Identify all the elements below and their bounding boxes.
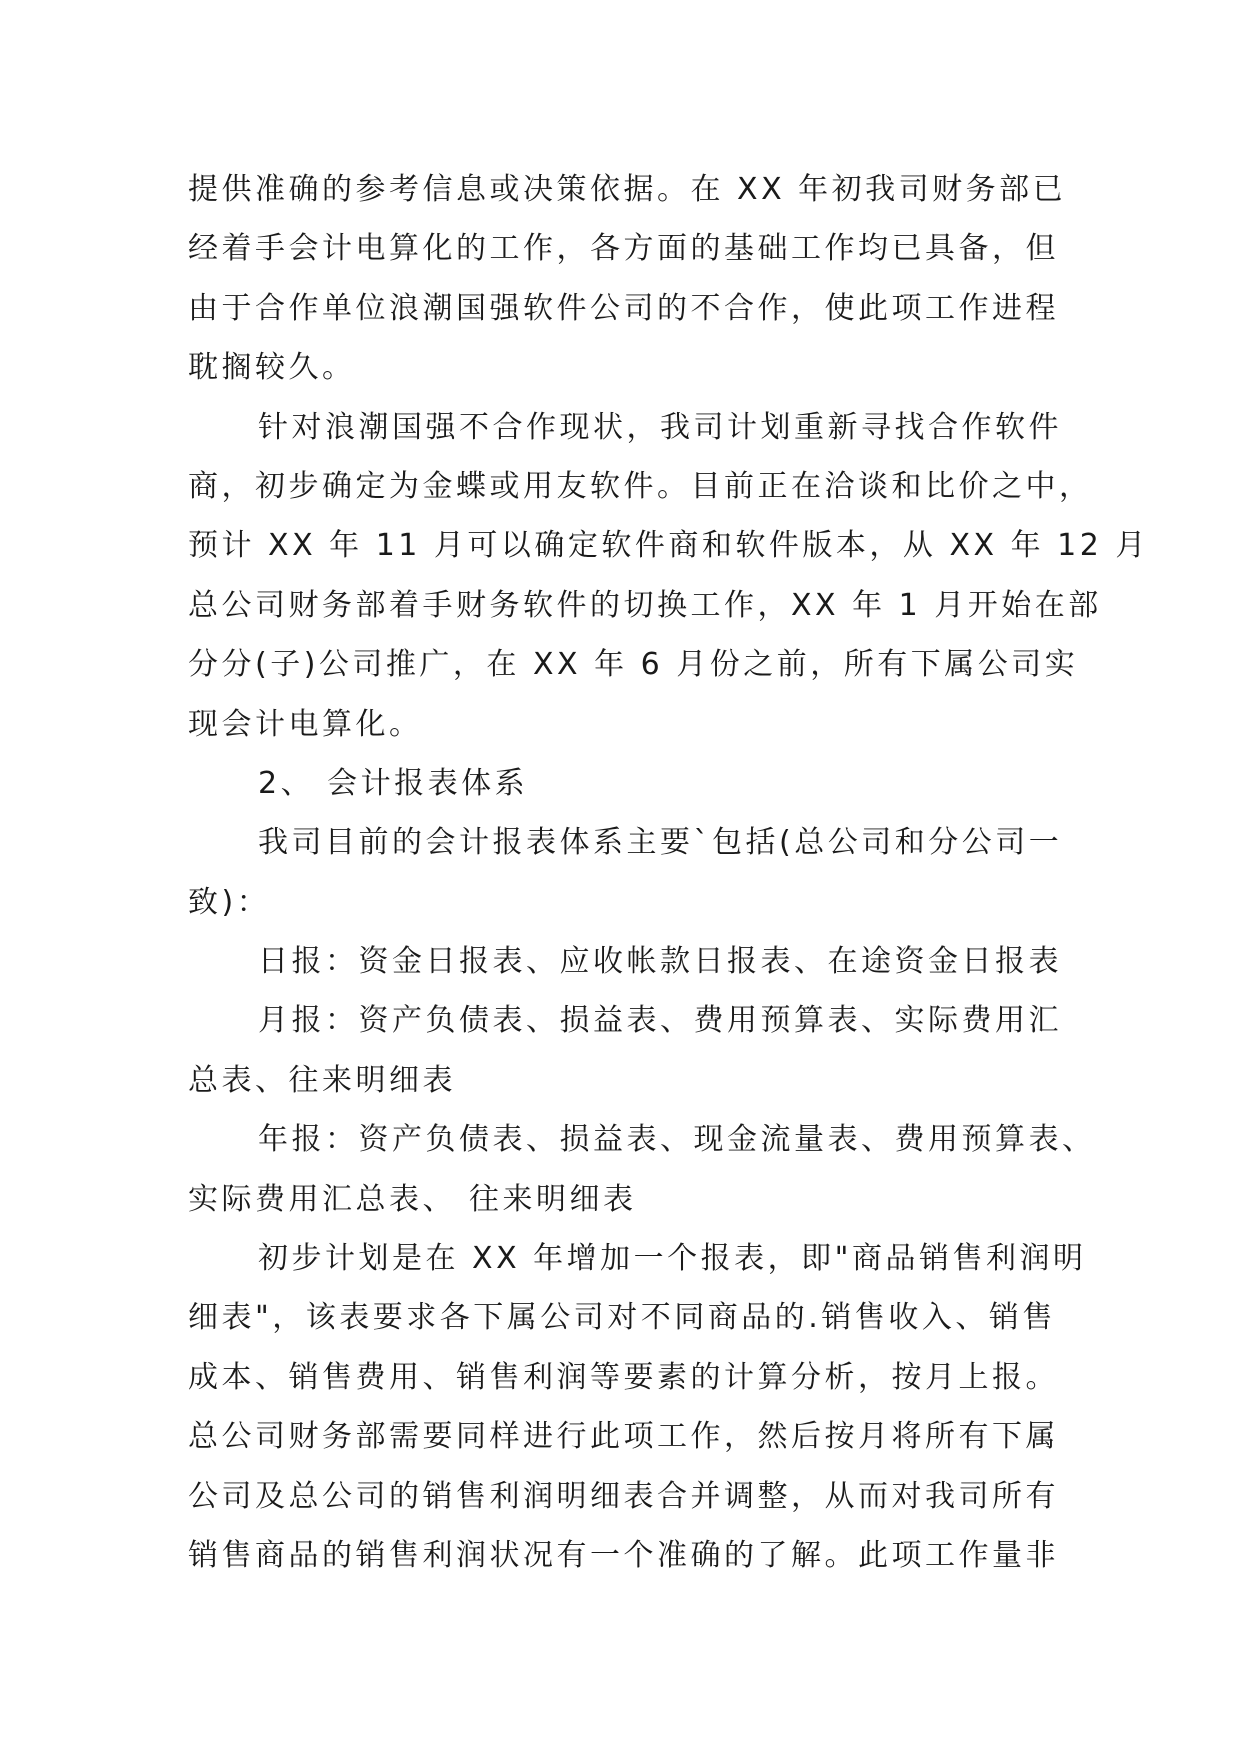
text-line: 预计 XX 年 11 月可以确定软件商和软件版本，从 XX 年 12 月 [188, 528, 1149, 564]
text-line: 总公司财务部需要同样进行此项工作，然后按月将所有下属 [188, 1419, 1059, 1455]
text-line: 总表、往来明细表 [188, 1062, 456, 1098]
text-line: 实际费用汇总表、 往来明细表 [188, 1181, 637, 1217]
text-line: 月报：资产负债表、损益表、费用预算表、实际费用汇 [258, 1003, 1062, 1039]
section-heading: 2、 会计报表体系 [258, 765, 529, 801]
text-line: 现会计电算化。 [188, 706, 423, 742]
text-line: 细表"，该表要求各下属公司对不同商品的.销售收入、销售 [188, 1300, 1056, 1336]
text-line: 分分(子)公司推广，在 XX 年 6 月份之前，所有下属公司实 [188, 647, 1079, 683]
text-line: 日报：资金日报表、应收帐款日报表、在途资金日报表 [258, 944, 1062, 980]
text-line: 针对浪潮国强不合作现状，我司计划重新寻找合作软件 [258, 409, 1062, 445]
text-line: 经着手会计电算化的工作，各方面的基础工作均已具备，但 [188, 231, 1059, 267]
text-line: 由于合作单位浪潮国强软件公司的不合作，使此项工作进程 [188, 290, 1059, 326]
text-line: 商，初步确定为金蝶或用友软件。目前正在洽谈和比价之中， [188, 468, 1093, 504]
body-text [188, 160, 1149, 1585]
text-line: 年报：资产负债表、损益表、现金流量表、费用预算表、 [258, 1122, 1096, 1158]
text-line: 耽搁较久。 [188, 350, 356, 386]
text-line: 总公司财务部着手财务软件的切换工作，XX 年 1 月开始在部 [188, 587, 1102, 623]
text-line: 初步计划是在 XX 年增加一个报表，即"商品销售利润明 [258, 1241, 1087, 1277]
text-line: 公司及总公司的销售利润明细表合并调整，从而对我司所有 [188, 1478, 1059, 1514]
text-line: 成本、销售费用、销售利润等要素的计算分析，按月上报。 [188, 1359, 1059, 1395]
text-line: 我司目前的会计报表体系主要`包括(总公司和分公司一 [258, 825, 1063, 861]
text-line: 致)： [188, 884, 271, 920]
text-line: 销售商品的销售利润状况有一个准确的了解。此项工作量非 [188, 1537, 1059, 1573]
text-line: 提供准确的参考信息或决策依据。在 XX 年初我司财务部已 [188, 172, 1067, 207]
